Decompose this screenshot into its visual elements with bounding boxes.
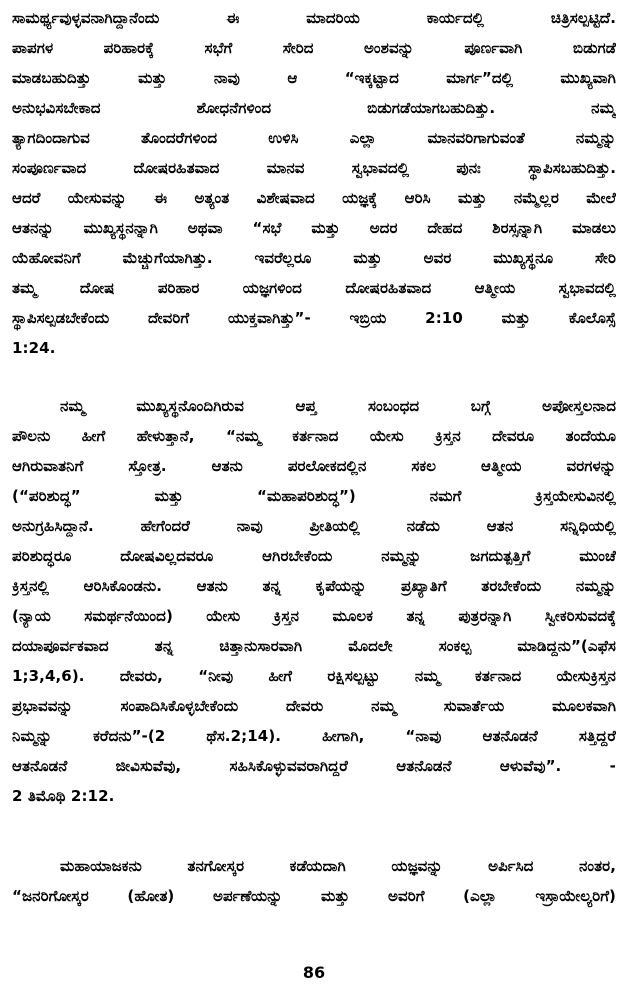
text-line: ಆದರೆ ಯೇಸುವನ್ನು ಈ ಅತ್ಯಂತ ವಿಶೇಷವಾದ ಯಜ್ಞಕ್ಕೆ ಆರಿಸಿ ಮತ್ತು ನಮ್ಮೆಲ್ಲರ ಮೇಲೆ	[12, 189, 616, 207]
text-line: ಸಂಪೂರ್ಣವಾದ ದೋಷರಹಿತವಾದ ಮಾನವ ಸ್ವಭಾವದಲ್ಲಿ ಪುನಃ ಸ್ಥಾಪಿಸಬಹುದಿತ್ತು.	[12, 159, 616, 177]
page-number: 86	[302, 963, 326, 982]
text-line: ಅನುಗ್ರಹಿಸಿದ್ದಾನೆ. ಹೇಗೆಂದರೆ ನಾವು ಪ್ರೀತಿಯಲ್ಲಿ ನಡೆದು ಆತನ ಸನ್ನಿಧಿಯಲ್ಲಿ	[12, 517, 616, 535]
text-line: ಮಹಾಯಾಜಕನು ತನಗೋಸ್ಕರ ಕಡೆಯದಾಗಿ ಯಜ್ಞವನ್ನು ಅರ್ಪಿಸಿದ ನಂತರ,	[60, 857, 616, 875]
text-line: ಆಗಿರುವಾತನಿಗೆ ಸ್ತೋತ್ರ. ಆತನು ಪರಲೋಕದಲ್ಲಿನ ಸಕಲ ಆತ್ಮೀಯ ವರಗಳನ್ನು	[12, 457, 616, 475]
text-line: ನಿಮ್ಮನ್ನು ಕರೆದನು”-(2 ಥೆಸ.2;14). ಹೀಗಾಗಿ, “ನಾವು ಆತನೊಡನೆ ಸತ್ತಿದ್ದರೆ	[12, 727, 616, 745]
text-line: ಸ್ಥಾಪಿಸಲ್ಪಡಬೇಕೆಂದು ದೇವರಿಗೆ ಯುಕ್ತವಾಗಿತ್ತು”- ಇಬ್ರಿಯ 2:10 ಮತ್ತು ಕೊಲೊಸ್ಸೆ	[12, 309, 616, 327]
text-line: ಪೌಲನು ಹೀಗೆ ಹೇಳುತ್ತಾನೆ, “ನಮ್ಮ ಕರ್ತನಾದ ಯೇಸು ಕ್ರಿಸ್ತನ ದೇವರೂ ತಂದೆಯೂ	[12, 427, 616, 445]
text-line: ಮಾಡಬಹುದಿತ್ತು ಮತ್ತು ನಾವು ಆ “ಇಕ್ಕಟ್ಟಾದ ಮಾರ್ಗ”ದಲ್ಲಿ ಮುಖ್ಯವಾಗಿ	[12, 69, 616, 87]
text-line: 1;3,4,6). ದೇವರು, “ನೀವು ಹೀಗೆ ರಕ್ಷಿಸಲ್ಪಟ್ಟು ನಮ್ಮ ಕರ್ತನಾದ ಯೇಸುಕ್ರಿಸ್ತನ	[12, 667, 616, 685]
text-line: ಅನುಭವಿಸಬೇಕಾದ ಶೋಧನೆಗಳಿಂದ ಬಿಡುಗಡೆಯಾಗಬಹುದಿತ್ತು. ನಮ್ಮ	[12, 99, 616, 117]
text-line: ನಮ್ಮ ಮುಖ್ಯಸ್ಥನೊಂದಿಗಿರುವ ಆಪ್ತ ಸಂಬಂಧದ ಬಗ್ಗೆ ಅಪೋಸ್ತಲನಾದ	[60, 397, 616, 415]
text-line: ಪಾಪಗಳ ಪರಿಹಾರಕ್ಕೆ ಸಭೆಗೆ ಸೇರಿದ ಅಂಶವನ್ನು ಪೂರ್ಣವಾಗಿ ಬಿಡುಗಡೆ	[12, 39, 616, 57]
text-line: ಪರಿಶುದ್ಧರೂ ದೋಷವಿಲ್ಲದವರೂ ಆಗಿರಬೇಕೆಂದು ನಮ್ಮನ್ನು ಜಗದುತ್ಪತ್ತಿಗೆ ಮುಂಚೆ	[12, 547, 616, 565]
text-line: “ಜನರಿಗೋಸ್ಕರ (ಹೋತ) ಅರ್ಪಣೆಯನ್ನು ಮತ್ತು ಅವರಿಗೆ (ಎಲ್ಲಾ ಇಸ್ರಾಯೇಲ್ಯರಿಗೆ)	[12, 887, 616, 905]
text-line: 1:24.	[12, 339, 56, 357]
text-line: ಪ್ರಭಾವವನ್ನು ಸಂಪಾದಿಸಿಕೊಳ್ಳಬೇಕೆಂದು ದೇವರು ನಮ್ಮ ಸುವಾರ್ತೆಯ ಮೂಲಕವಾಗಿ	[12, 697, 616, 715]
text-line: ಆತನನ್ನು ಮುಖ್ಯಸ್ಥನನ್ನಾಗಿ ಅಥವಾ “ಸಭೆ ಮತ್ತು ಅದರ ದೇಹದ ಶಿರಸ್ಸನ್ನಾಗಿ ಮಾಡಲು	[12, 219, 616, 237]
text-line: ದಯಾಪೂರ್ವಕವಾದ ತನ್ನ ಚಿತ್ತಾನುಸಾರವಾಗಿ ಮೊದಲೇ ಸಂಕಲ್ಪ ಮಾಡಿದ್ದನು”(ಎಫೆಸ	[12, 637, 616, 655]
text-line: (ನ್ಯಾಯ ಸಮರ್ಥನೆಯಿಂದ) ಯೇಸು ಕ್ರಿಸ್ತನ ಮೂಲಕ ತನ್ನ ಪುತ್ರರನ್ನಾಗಿ ಸ್ವೀಕರಿಸುವದಕ್ಕೆ	[12, 607, 616, 625]
text-line: ಸಾಮರ್ಥ್ಯವುಳ್ಳವನಾಗಿದ್ದಾನೆಂದು ಈ ಮಾದರಿಯ ಕಾರ್ಯದಲ್ಲಿ ಚಿತ್ರಿಸಲ್ಪಟ್ಟಿದೆ.	[12, 9, 616, 27]
text-line: ಕ್ರಿಸ್ತನಲ್ಲಿ ಆರಿಸಿಕೊಂಡನು. ಆತನು ತನ್ನ ಕೃಪೆಯನ್ನು ಪ್ರಖ್ಯಾತಿಗೆ ತರಬೇಕೆಂದು ನಮ್ಮನ್ನು	[12, 577, 616, 595]
text-line: ತಮ್ಮ ದೋಷ ಪರಿಹಾರ ಯಜ್ಞಗಳಿಂದ ದೋಷರಹಿತವಾದ ಆತ್ಮೀಯ ಸ್ವಭಾವದಲ್ಲಿ	[12, 279, 616, 297]
text-line: ಆತನೊಡನೆ ಜೀವಿಸುವೆವು, ಸಹಿಸಿಕೊಳ್ಳುವವರಾಗಿದ್ದರೆ ಆತನೊಡನೆ ಆಳುವೆವು”. -	[12, 757, 616, 775]
text-line: 2 ತಿಮೊಥಿ 2:12.	[12, 787, 115, 805]
text-line: ಯೆಹೋವನಿಗೆ ಮೆಚ್ಚುಗೆಯಾಗಿತ್ತು. ಇವರೆಲ್ಲರೂ ಮತ್ತು ಅವರ ಮುಖ್ಯಸ್ಥನೂ ಸೇರಿ	[12, 249, 616, 267]
text-line: ತ್ಯಾಗದಿಂದಾಗುವ ತೊಂದರೆಗಳಿಂದ ಉಳಿಸಿ ಎಲ್ಲಾ ಮಾನವರಿಗಾಗುವಂತೆ ನಮ್ಮನ್ನು	[12, 129, 616, 147]
text-line: (“ಪರಿಶುದ್ಧ” ಮತ್ತು “ಮಹಾಪರಿಶುದ್ಧ”) ನಮಗೆ ಕ್ರಿಸ್ತಯೇಸುವಿನಲ್ಲಿ	[12, 487, 616, 505]
